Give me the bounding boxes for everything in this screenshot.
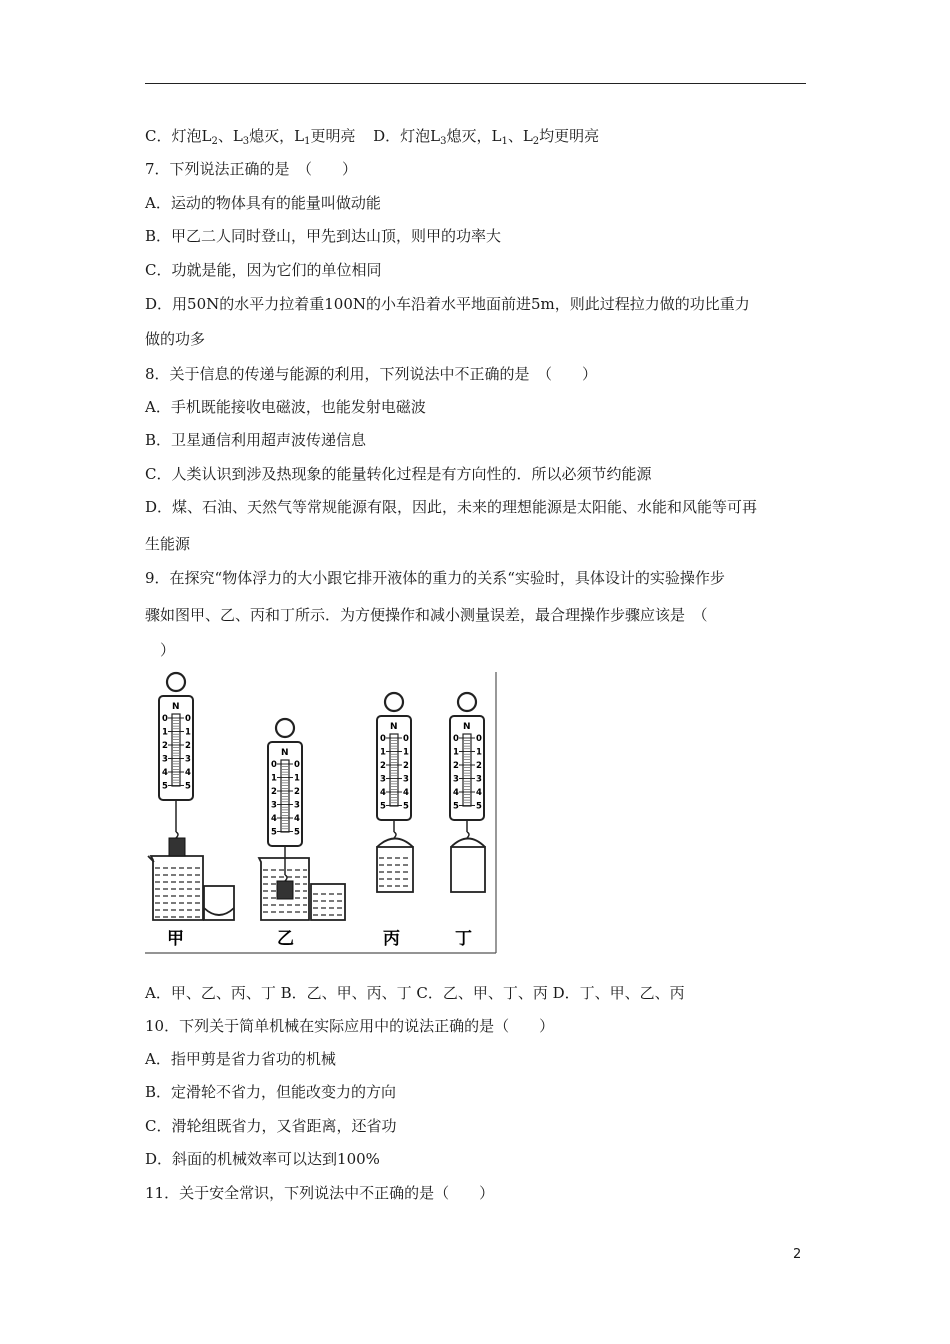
- scale-tick-label-left: 3: [380, 774, 386, 785]
- scale-tick-label-left: 3: [162, 754, 168, 765]
- scale-tick-label-left: 2: [162, 741, 168, 751]
- scale-tick-label-right: 0: [403, 734, 409, 744]
- q7-option-c: C．功就是能，因为它们的单位相同: [145, 261, 382, 279]
- scale-tick-label-left: 0: [162, 714, 168, 724]
- scale-tick-label-right: 4: [294, 814, 300, 824]
- catch-cup-jia: [204, 886, 234, 920]
- scale-tick-label-left: 4: [162, 768, 168, 778]
- figure-label-yi: 乙: [277, 929, 294, 949]
- spring-scale-yi: [268, 719, 302, 881]
- scale-tick-label-right: 0: [476, 734, 482, 744]
- scale-tick-label-left: 2: [380, 761, 386, 771]
- scale-tick-label-right: 1: [476, 747, 482, 758]
- scale-tick-label-right: 5: [294, 827, 300, 838]
- scale-tick-label-left: 1: [453, 747, 459, 758]
- q8-option-d-line2: 生能源: [145, 535, 191, 553]
- scale-tick-label-right: 0: [185, 714, 191, 724]
- q9-stem-line2: 骤如图甲、乙、丙和丁所示．为方便操作和减小测量误差，最合理操作步骤应该是 （: [145, 606, 708, 624]
- scale-tick-label-right: 2: [294, 787, 300, 797]
- q8-option-c: C．人类认识到涉及热现象的能量转化过程是有方向性的．所以必须节约能源: [145, 465, 652, 483]
- scale-tick-label-right: 1: [294, 773, 300, 784]
- q10-option-d: D．斜面的机械效率可以达到100%: [145, 1150, 380, 1168]
- header-rule: [145, 83, 806, 84]
- scale-tick-label-left: 0: [271, 760, 277, 770]
- page-number: 2: [793, 1247, 802, 1262]
- scale-tick-label-left: 1: [271, 773, 277, 784]
- figure-label-ding: 丁: [455, 929, 472, 949]
- scale-tick-label-right: 2: [403, 761, 409, 771]
- scale-tick-label-left: 4: [271, 814, 277, 824]
- q7-stem: 7．下列说法正确的是 （ ）: [145, 160, 358, 178]
- bucket-ding: [451, 839, 485, 893]
- scale-tick-label-left: 3: [271, 800, 277, 811]
- spring-scale-bing: [377, 693, 411, 838]
- scale-tick-label-left: 1: [162, 727, 168, 738]
- q9-options: A．甲、乙、丙、丁 B．乙、甲、丙、丁 C．乙、甲、丁、丙 D．丁、甲、乙、丙: [145, 984, 685, 1002]
- spring-scale-jia: [159, 673, 193, 838]
- scale-tick-label-left: 3: [453, 774, 459, 785]
- scale-tick-label-right: 4: [185, 768, 191, 778]
- scale-tick-label-right: 1: [185, 727, 191, 738]
- q8-option-d-line1: D．煤、石油、天然气等常规能源有限，因此，未来的理想能源是太阳能、水能和风能等可再: [145, 498, 758, 516]
- figure-label-bing: 丙: [383, 929, 400, 949]
- scale-tick-label-right: 4: [403, 788, 409, 798]
- scale-unit-label: N: [390, 722, 398, 732]
- q8-option-b: B．卫星通信利用超声波传递信息: [145, 431, 367, 449]
- q10-option-c: C．滑轮组既省力，又省距离，还省功: [145, 1117, 397, 1135]
- scale-tick-label-left: 4: [453, 788, 459, 798]
- q7-option-b: B．甲乙二人同时登山，甲先到达山顶，则甲的功率大: [145, 227, 502, 245]
- scale-tick-label-right: 3: [403, 774, 409, 785]
- q9-figure: [145, 670, 497, 954]
- scale-tick-label-right: 5: [476, 801, 482, 812]
- q7-option-a: A．运动的物体具有的能量叫做动能: [145, 194, 381, 212]
- scale-tick-label-left: 5: [271, 827, 277, 838]
- q10-option-a: A．指甲剪是省力省功的机械: [145, 1050, 336, 1068]
- q7-option-d-line1: D．用50N的水平力拉着重100N的小车沿着水平地面前进5m，则此过程拉力做的功比重力: [145, 295, 750, 313]
- scale-tick-label-left: 4: [380, 788, 386, 798]
- block-yi: [277, 881, 293, 899]
- scale-tick-label-right: 2: [185, 741, 191, 751]
- scale-tick-label-right: 1: [403, 747, 409, 758]
- q8-stem: 8．关于信息的传递与能源的利用，下列说法中不正确的是 （ ）: [145, 365, 598, 383]
- scale-unit-label: N: [172, 702, 180, 712]
- scale-tick-label-left: 1: [380, 747, 386, 758]
- scale-tick-label-left: 0: [453, 734, 459, 744]
- q10-option-b: B．定滑轮不省力，但能改变力的方向: [145, 1083, 397, 1101]
- scale-tick-label-left: 5: [453, 801, 459, 812]
- scale-tick-label-right: 4: [476, 788, 482, 798]
- scale-tick-label-left: 0: [380, 734, 386, 744]
- scale-tick-label-left: 2: [453, 761, 459, 771]
- scale-tick-label-left: 5: [380, 801, 386, 812]
- block-jia: [169, 838, 185, 856]
- q7-option-d-line2: 做的功多: [145, 330, 206, 348]
- q9-stem-line3: ）: [145, 641, 176, 659]
- figure-label-jia: 甲: [167, 929, 184, 949]
- scale-unit-label: N: [463, 722, 471, 732]
- scale-tick-label-right: 2: [476, 761, 482, 771]
- scale-tick-label-right: 3: [185, 754, 191, 765]
- q10-stem: 10．下列关于简单机械在实际应用中的说法正确的是（ ）: [145, 1017, 555, 1035]
- q9-stem-line1: 9．在探究“物体浮力的大小跟它排开液体的重力的关系“实验时，具体设计的实验操作步: [145, 569, 725, 587]
- spring-scale-ding: [450, 693, 484, 838]
- scale-tick-label-right: 3: [476, 774, 482, 785]
- q6-options-cd: C．灯泡$L_2$、$L_3$熄灭，$L_1$更明亮 D．灯泡$L_3$熄灭，$L_1$、$L_2$均更明亮: [145, 127, 600, 147]
- q11-stem: 11．关于安全常识，下列说法中不正确的是（ ）: [145, 1184, 495, 1202]
- scale-tick-label-right: 5: [185, 781, 191, 792]
- scale-tick-label-right: 0: [294, 760, 300, 770]
- scale-tick-label-right: 5: [403, 801, 409, 812]
- scale-tick-label-left: 2: [271, 787, 277, 797]
- scale-tick-label-right: 3: [294, 800, 300, 811]
- scale-tick-label-left: 5: [162, 781, 168, 792]
- q8-option-a: A．手机既能接收电磁波，也能发射电磁波: [145, 398, 426, 416]
- scale-unit-label: N: [281, 748, 289, 758]
